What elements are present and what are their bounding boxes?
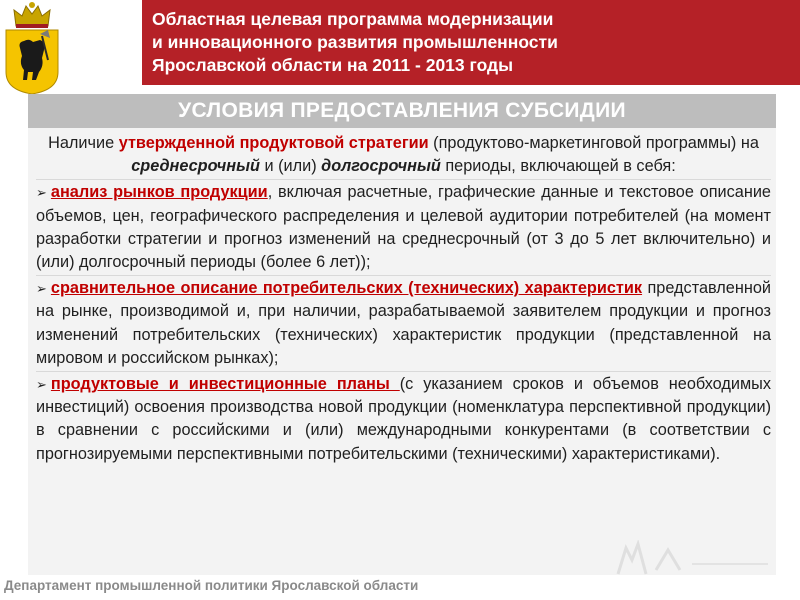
list-item <box>36 181 771 274</box>
coat-of-arms-icon <box>2 0 62 96</box>
page-title <box>152 8 558 77</box>
divider <box>36 275 771 276</box>
intro-text-1: Наличие <box>48 134 119 152</box>
item-text: представленной на рынке, производимой и, при наличии, разрабатываемой заявителем продукции и прогноз изменений потребительских (технических) характеристик продукции (представленной на мировом и российском рынках); <box>36 279 771 367</box>
list-item <box>36 373 771 466</box>
item-text: , включая расчетные, графические данные и текстовое описание объемов, цен, географического распределения и целевой аудитории потребителей (на момент разработки стратегии и прогноз изменений на среднесрочный (от 3 до 5 лет включительно) и (или) долгосрочный периоды (более 6 лет)); <box>36 183 771 272</box>
section-banner <box>28 94 776 128</box>
title-line-1: Областная целевая программа модернизации <box>152 9 554 29</box>
intro-text-3: и (или) <box>259 157 322 176</box>
item-text: (с указанием сроков и объемов необходимых инвестиций) освоения производства новой продукции (номенклатура перспективной продукции) в сравнении с российскими и (или) международными конкурентами (в соответствии с прогнозируемыми перспективными потребительскими (техническими) характеристиками). <box>36 375 771 463</box>
divider <box>36 179 771 180</box>
item-highlight: продуктовые и инвестиционные планы <box>50 375 400 394</box>
intro-term-medium: среднесрочный <box>131 157 260 176</box>
intro-text-2: (продуктово-маркетинговой программы) на <box>428 134 759 152</box>
section-title: УСЛОВИЯ ПРЕДОСТАВЛЕНИЯ СУБСИДИИ <box>178 99 626 122</box>
divider <box>36 371 771 372</box>
arrow-bullet-icon: ➢ <box>36 281 47 297</box>
item-highlight: анализ рынков продукции <box>50 183 268 202</box>
intro-highlight: утвержденной продуктовой стратегии <box>118 134 429 152</box>
title-line-2: и инновационного развития промышленности <box>152 32 558 52</box>
arrow-bullet-icon: ➢ <box>36 185 47 201</box>
intro-term-long: долгосрочный <box>321 157 441 176</box>
content-body <box>36 132 771 466</box>
item-highlight: сравнительное описание потребительских (технических) характеристик <box>50 279 643 298</box>
header-bar <box>142 0 800 85</box>
arrow-bullet-icon: ➢ <box>36 377 47 393</box>
watermark-icon <box>608 540 778 578</box>
title-line-3: Ярославской области на 2011 - 2013 годы <box>152 55 514 75</box>
footer-text: Департамент промышленной политики Ярославской области <box>4 578 419 593</box>
list-item <box>36 277 771 370</box>
intro-text-4: периоды, включающей в себя: <box>440 157 676 176</box>
intro-paragraph <box>36 132 771 178</box>
